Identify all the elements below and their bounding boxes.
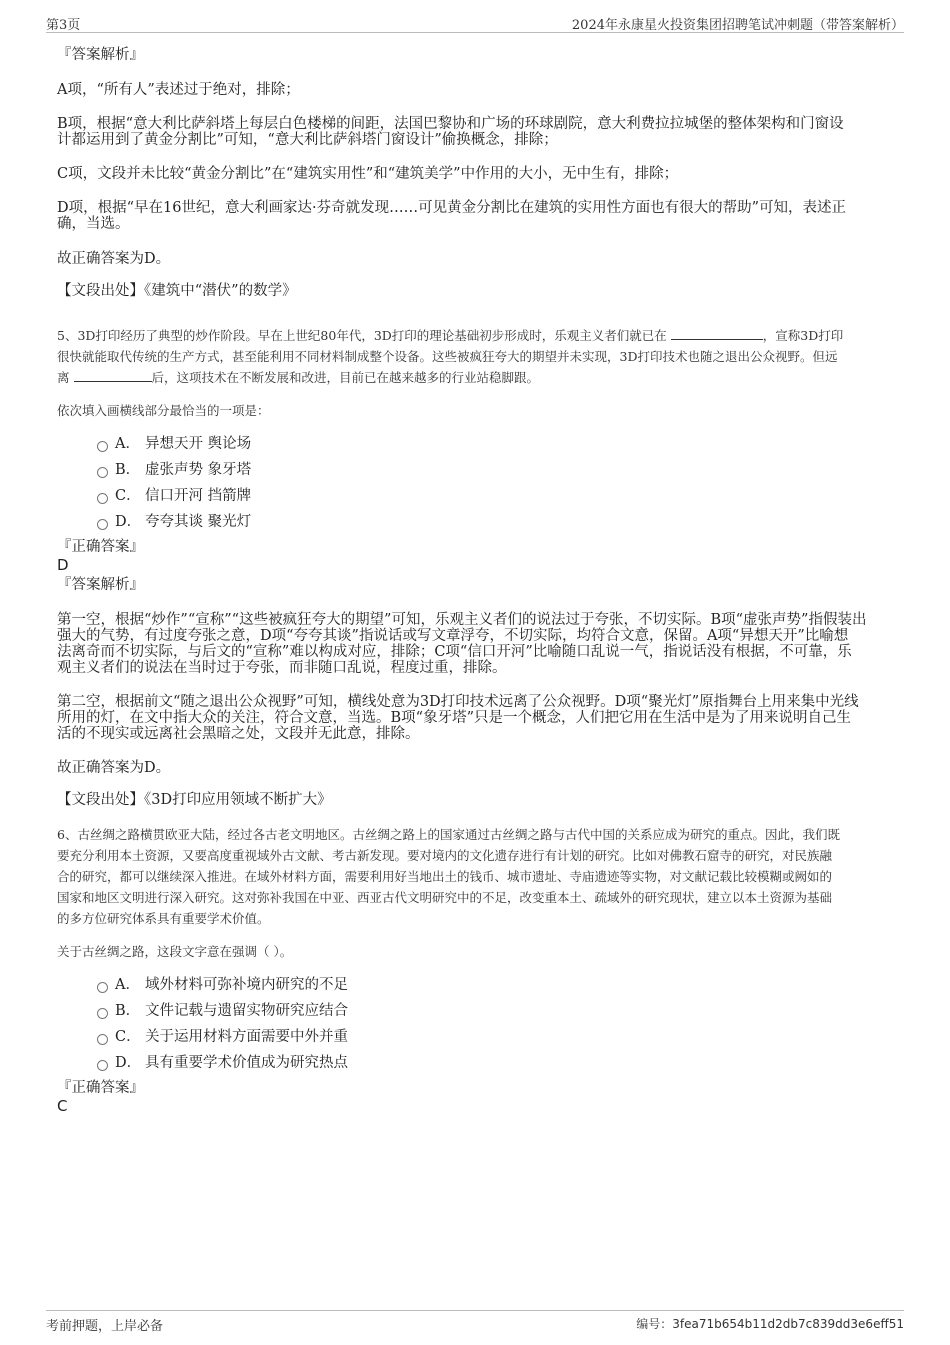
q6-correct-label: 『正确答案』: [57, 1080, 144, 1096]
option-letter: B．: [115, 462, 141, 478]
q5-source: 【文段出处】《3D打印应用领域不断扩大》: [57, 792, 332, 808]
q5-analysis-p1-line1: 第一空，根据“炒作”“宣称”“这些被疯狂夸大的期望”可知，乐观主义者们的说法过于夸张，不切实际。B项“虚张声势”指假装出: [57, 612, 867, 628]
option-text: 虚张声势 象牙塔: [145, 462, 252, 478]
q5-analysis-p1-line3: 法离奇而不切实际，与后文的“宣称”难以构成对应，排除；C项“信口开河”比喻随口乱说一气，指说话没有根据，不可靠，乐: [57, 644, 852, 660]
option-letter: C．: [115, 1029, 141, 1045]
radio-icon[interactable]: [97, 1008, 108, 1019]
q5-option-d[interactable]: [57, 512, 897, 538]
q5-analysis-p1-line4: 观主义者们的说法在当时过于夸张，而非随口乱说，程度过重，排除。: [57, 660, 507, 676]
q6-stem-line5: 的多方位研究体系具有重要学术价值。: [57, 911, 270, 926]
q5-option-b[interactable]: [57, 460, 897, 486]
radio-icon[interactable]: [97, 493, 108, 504]
option-letter: A．: [115, 436, 140, 452]
q5-option-a[interactable]: [57, 434, 897, 460]
option-letter: D．: [115, 514, 142, 530]
q5-stem-text: ，宣称3D打印: [762, 328, 844, 343]
q5-prompt: 依次填入画横线部分最恰当的一项是：: [57, 403, 270, 418]
q6-option-d[interactable]: [57, 1053, 897, 1079]
q5-analysis-p2-line1: 第二空，根据前文“随之退出公众视野”可知，横线处意为3D打印技术远离了公众视野。D项“聚光灯”原指舞台上用来集中光线: [57, 694, 859, 710]
q5-correct-label: 『正确答案』: [57, 539, 144, 555]
option-text: 异想天开 舆论场: [145, 436, 252, 452]
page-header: [46, 12, 904, 33]
option-text: 具有重要学术价值成为研究热点: [145, 1055, 348, 1071]
radio-icon[interactable]: [97, 1060, 108, 1071]
q5-analysis-p1-line2: 强大的气势，有过度夸张之意，D项“夸夸其谈”指说话或写文章浮夸，不切实际，均符合文意，保留。A项“异想天开”比喻想: [57, 628, 849, 644]
footer-slogan: 考前押题，上岸必备: [46, 1319, 164, 1334]
q5-stem-text: 5、3D打印经历了典型的炒作阶段。早在上世纪80年代，3D打印的理论基础初步形成时，乐观主义者们就已在: [57, 328, 667, 343]
q5-conclusion: 故正确答案为D。: [57, 760, 171, 776]
q5-blank-1: [671, 325, 763, 340]
option-text: 域外材料可弥补境内研究的不足: [145, 977, 348, 993]
q4-source: 【文段出处】《建筑中“潜伏”的数学》: [57, 283, 297, 299]
q5-stem: [57, 325, 897, 388]
option-text: 关于运用材料方面需要中外并重: [145, 1029, 348, 1045]
q4-conclusion: 故正确答案为D。: [57, 251, 171, 267]
option-text: 文件记载与遗留实物研究应结合: [145, 1003, 348, 1019]
q6-options: [57, 975, 897, 1079]
document-id: 编号：3fea71b654b11d2db7c839dd3e6eff51: [636, 1317, 904, 1331]
radio-icon[interactable]: [97, 982, 108, 993]
option-letter: C．: [115, 488, 141, 504]
q5-analysis-p2-line3: 活的不现实或远离社会黑暗之处，文段并无此意，排除。: [57, 726, 420, 742]
q5-analysis-label: 『答案解析』: [57, 577, 144, 593]
q5-option-c[interactable]: [57, 486, 897, 512]
q4-analysis-d-line2: 确，当选。: [57, 216, 130, 232]
q4-analysis-d-line1: D项，根据“早在16世纪，意大利画家达·芬奇就发现……可见黄金分割比在建筑的实用性方面也有很大的帮助”可知，表述正: [57, 200, 847, 216]
option-letter: B．: [115, 1003, 141, 1019]
q5-stem-line3: [57, 367, 897, 388]
q6-option-a[interactable]: [57, 975, 897, 1001]
q6-option-b[interactable]: [57, 1001, 897, 1027]
radio-icon[interactable]: [97, 441, 108, 452]
radio-icon[interactable]: [97, 467, 108, 478]
q6-prompt: 关于古丝绸之路，这段文字意在强调（ ）。: [57, 944, 293, 959]
q5-correct-answer: D: [57, 556, 69, 574]
q5-stem-text: 离: [57, 370, 70, 385]
radio-icon[interactable]: [97, 1034, 108, 1045]
page-number: 第3页: [46, 18, 81, 33]
radio-icon[interactable]: [97, 519, 108, 530]
q4-analysis-b-line1: B项，根据“意大利比萨斜塔上每层白色楼梯的间距，法国巴黎协和广场的环球剧院，意大利费拉拉城堡的整体架构和门窗设: [57, 116, 844, 132]
q5-blank-2: [74, 367, 152, 382]
q6-stem-line4: 国家和地区文明进行深入研究。这对弥补我国在中亚、西亚古代文明研究中的不足，改变重本土、疏域外的研究现状，建立以本土资源为基础: [57, 890, 833, 905]
q6-stem-line3: 合的研究，都可以继续深入推进。在域外材料方面，需要利用好当地出土的钱币、城市遗址、寺庙遗迹等实物，对文献记载比较模糊或阙如的: [57, 869, 833, 884]
q4-analysis-b-line2: 计都运用到了黄金分割比”可知，“意大利比萨斜塔门窗设计”偷换概念，排除；: [57, 132, 558, 148]
option-text: 夸夸其谈 聚光灯: [145, 514, 252, 530]
option-text: 信口开河 挡箭牌: [145, 488, 252, 504]
q4-analysis-c: C项，文段并未比较“黄金分割比”在“建筑实用性”和“建筑美学”中作用的大小，无中生有，排除；: [57, 166, 679, 182]
q5-analysis-p2-line2: 所用的灯，在文中指大众的关注，符合文意，当选。B项“象牙塔”只是一个概念，人们把它用在生活中是为了用来说明自己生: [57, 710, 851, 726]
q5-stem-line2: 很快就能取代传统的生产方式，甚至能利用不同材料制成整个设备。这些被疯狂夸大的期望并未实现，3D打印技术也随之退出公众视野。但远: [57, 349, 838, 364]
q6-stem: [57, 824, 897, 929]
document-title: 2024年永康星火投资集团招聘笔试冲刺题（带答案解析）: [571, 18, 904, 33]
page-footer: [46, 1310, 904, 1333]
q4-analysis-label: 『答案解析』: [57, 47, 144, 63]
q6-stem-line1: 6、古丝绸之路横贯欧亚大陆，经过各古老文明地区。古丝绸之路上的国家通过古丝绸之路与古代中国的关系应成为研究的重点。因此，我们既: [57, 827, 840, 842]
option-letter: A．: [115, 977, 140, 993]
option-letter: D．: [115, 1055, 142, 1071]
q6-correct-answer: C: [57, 1097, 68, 1115]
q6-stem-line2: 要充分利用本土资源，又要高度重视域外古文献、考古新发现。要对境内的文化遗存进行有计划的研究。比如对佛教石窟寺的研究，对民族融: [57, 848, 833, 863]
q6-option-c[interactable]: [57, 1027, 897, 1053]
q5-stem-text: 后，这项技术在不断发展和改进，目前已在越来越多的行业站稳脚跟。: [151, 370, 540, 385]
q5-options: [57, 434, 897, 538]
q5-stem-line1: [57, 325, 897, 346]
page-content: [57, 44, 897, 1115]
q4-analysis-a: A项，“所有人”表述过于绝对，排除；: [57, 82, 300, 98]
